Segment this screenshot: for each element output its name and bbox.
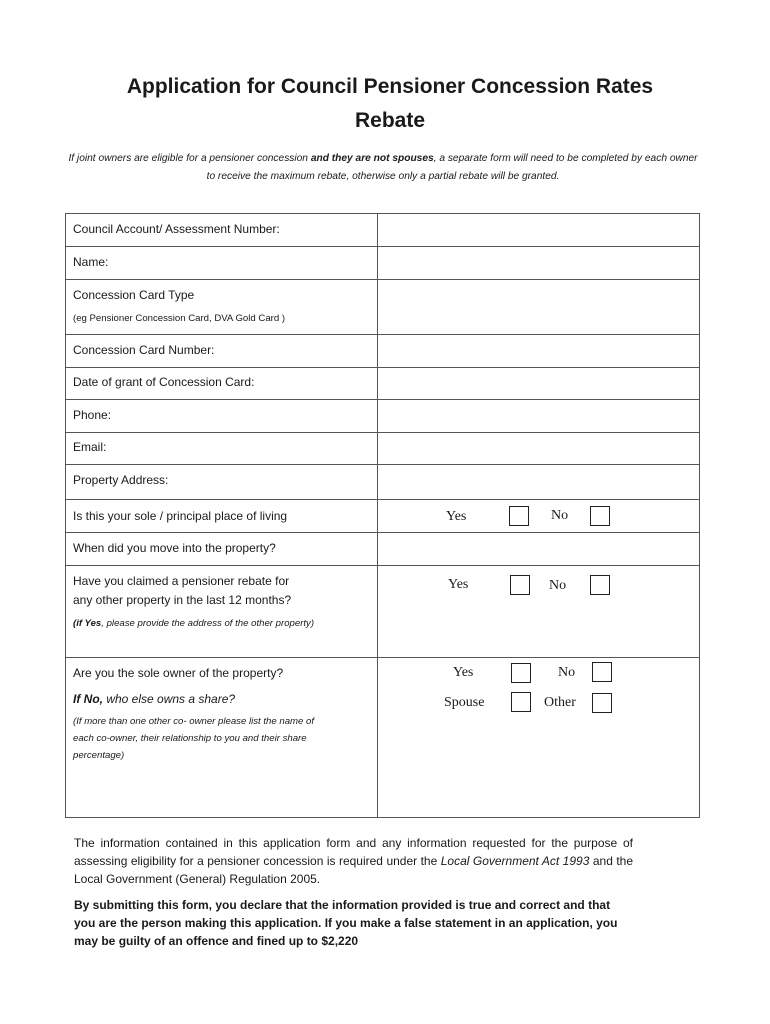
claimed-note-bold: (if Yes (73, 618, 102, 629)
intro-part2: , a separate form will need to be completed by each owner to receive the maximum rebate, otherwise only a partial rebate will be granted. (206, 153, 698, 182)
claimed-yes-checkbox[interactable] (510, 575, 530, 595)
email-field[interactable] (378, 433, 699, 464)
application-form-table (65, 213, 700, 818)
intro-text (66, 150, 700, 185)
sole-owner-label: Are you the sole owner of the property? (73, 666, 284, 680)
intro-part1: If joint owners are eligible for a pensioner concession (68, 153, 311, 164)
sole-place-label: Is this your sole / principal place of living (73, 509, 288, 523)
phone-label: Phone: (73, 408, 112, 422)
email-label: Email: (73, 440, 107, 454)
footer-p1-a: The information contained in this application form and any information requested for the purpose of assessing eligibility for a pensioner concession is required under the (74, 836, 633, 868)
grant-date-label: Date of grant of Concession Card: (73, 375, 255, 389)
coowner-note: (If more than one other co- owner please list the name of each co-owner, their relationship to you and their share percentage) (73, 716, 315, 761)
claimed-rebate-note (73, 615, 333, 632)
property-address-field[interactable] (378, 465, 699, 499)
footer-info-paragraph (74, 834, 633, 888)
sole-place-no-checkbox[interactable] (590, 506, 610, 526)
claimed-yes-label: Yes (448, 577, 469, 592)
sole-place-yes-checkbox[interactable] (509, 506, 529, 526)
account-number-label: Council Account/ Assessment Number: (73, 222, 280, 236)
card-number-label: Concession Card Number: (73, 343, 215, 357)
card-type-label: Concession Card Type (73, 288, 195, 302)
sole-owner-no-checkbox[interactable] (592, 662, 612, 682)
claimed-rebate-label-1: Have you claimed a pensioner rebate for (73, 574, 290, 588)
claimed-no-label: No (549, 578, 567, 593)
move-in-date-field[interactable] (378, 533, 699, 565)
card-type-hint: (eg Pensioner Concession Card, DVA Gold Card ) (73, 313, 286, 324)
form-title (70, 70, 710, 138)
other-label: Other (544, 695, 576, 710)
card-type-field[interactable] (378, 280, 699, 334)
account-number-field[interactable] (378, 214, 699, 246)
if-no-rest: who else owns a share? (103, 692, 236, 706)
name-field[interactable] (378, 247, 699, 279)
card-number-field[interactable] (378, 335, 699, 367)
sole-owner-yes-label: Yes (453, 665, 474, 680)
spouse-checkbox[interactable] (511, 692, 531, 712)
phone-field[interactable] (378, 400, 699, 432)
form-title-line1: Application for Council Pensioner Concession Rates (126, 75, 654, 98)
row-divider (66, 499, 699, 500)
if-no-bold: If No, (73, 692, 103, 706)
footer-p1-italic: Local Government Act 1993 (440, 854, 590, 868)
other-checkbox[interactable] (592, 693, 612, 713)
row-divider (66, 657, 699, 658)
sole-place-yes-label: Yes (446, 509, 467, 524)
claimed-note-rest: , please provide the address of the other property) (101, 618, 315, 629)
footer-declaration: By submitting this form, you declare that the information provided is true and correct and that you are the person making this application. If you make a false statement in an application, you may be guilty of an offence and fined up to $2,220 (74, 898, 618, 948)
row-divider (66, 565, 699, 566)
form-title-line2: Rebate (354, 109, 426, 132)
footer-p1-b: and the Local Government (General) Regulation 2005. (74, 854, 633, 886)
sole-owner-no-label: No (558, 665, 576, 680)
claimed-rebate-label-2: any other property in the last 12 months? (73, 593, 292, 607)
intro-bold: and they are not spouses (310, 153, 434, 164)
move-in-label: When did you move into the property? (73, 541, 276, 555)
grant-date-field[interactable] (378, 368, 699, 399)
claimed-no-checkbox[interactable] (590, 575, 610, 595)
property-address-label: Property Address: (73, 473, 169, 487)
sole-owner-yes-checkbox[interactable] (511, 663, 531, 683)
if-no-label (73, 690, 235, 708)
name-label: Name: (73, 255, 109, 269)
spouse-label: Spouse (444, 695, 485, 710)
sole-place-no-label: No (551, 508, 569, 523)
